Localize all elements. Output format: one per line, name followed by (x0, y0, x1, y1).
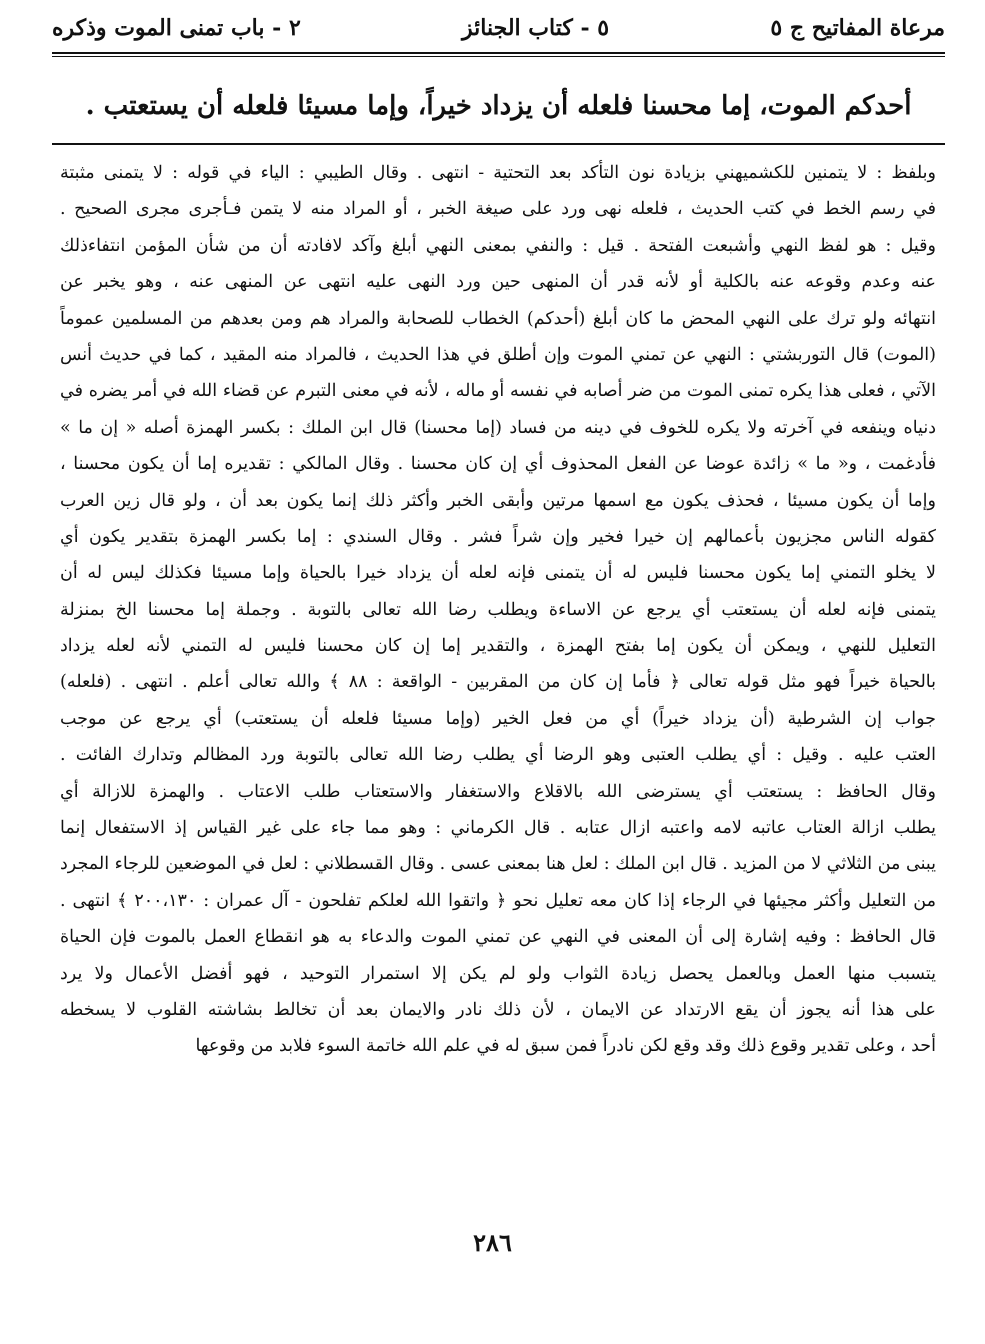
header-section: ٢ - باب تمنى الموت وذكره (52, 15, 301, 41)
text-line: كقوله الناس مجزيون بأعمالهم إن خيرا فخير وإن شراً فشر . وقال السندي : إما بكسر الهمزة بتقدير يكون أي (60, 526, 936, 547)
text-line: بالحياة خيراً فهو مثل قوله تعالى ﴿ فأما إن كان من المقربين - الواقعة : ٨٨ ﴾ والله تعالى أعلم . انتهى . (فلعله) (60, 672, 936, 693)
text-line: أحد ، وعلى تقدير وقوع ذلك وقد وقع لكن نادراً فمن سبق له في علم الله خاتمة السوء فلابد من وقوعها (195, 1036, 936, 1057)
text-line: دنياه وينفعه في آخرته ولا يكره للخوف في دينه من فساد (إما محسنا) قال ابن الملك : بكسر الهمزة أصله « إن ما » (60, 417, 936, 438)
text-line: يطلب ازالة العتاب عاتبه لامه واعتبه ازال عتابه . قال الكرماني : وهو مما جاء على غير القياس إذ الاستفعال إنما (60, 818, 936, 839)
text-line: فأدغمت ، و« ما » زائدة عوضا عن الفعل المحذوف أي إن كان محسنا . وقال المالكي : تقديره إما أن يكون محسنا ، (60, 454, 936, 475)
text-line: وقال الحافظ : يستعتب أي يسترضى الله بالاقلاع والاستغفار والاستعتاب طلب الاعتاب . والهمزة للازالة أي (60, 781, 936, 802)
text-line: يبنى من الثلاثي لا من المزيد . قال ابن الملك : لعل هنا بمعنى عسى . وقال القسطلاني : لعل في الموضعين للرجاء المجرد (60, 854, 936, 875)
text-line: (الموت) قال التوربشتي : النهي عن تمني الموت وإن أطلق في هذا الحديث ، فالمراد منه المقيد ، كما في حديث أنس (60, 344, 936, 365)
text-line: قال الحافظ : وفيه إشارة إلى أن المعنى في النهي عن تمني الموت والدعاء به هو انقطاع العمل بالموت فإن الحياة (60, 927, 936, 948)
header-book-volume: مرعاة المفاتيح ج ٥ (770, 15, 945, 41)
text-line: وقيل : هو لفظ النهي وأشبعت الفتحة . قيل : والنفي بمعنى النهي أبلغ وآكد لافادته أن من شأن المؤمن انتفاءذلك (60, 235, 936, 256)
text-line: التعليل للنهي ، ويمكن أن يكون إما بفتح الهمزة ، والتقدير إما إن كان محسنا فليس له التمني لأنه لعله يزداد (60, 636, 936, 657)
text-line: في رسم الخط في كتب الحديث ، فلعله نهى ورد على صيغة الخبر ، أو المراد منه لا يتمن فـأجرى مجرى الصحيح . (60, 199, 936, 220)
text-line: يتمنى فإنه لعله أن يستعتب أي يرجع عن الاساءة ويطلب رضا الله تعالى بالتوبة . وجملة إما محسنا الخ بمنزلة (60, 599, 936, 620)
commentary-text (60, 155, 936, 1065)
header-rule-thin (52, 56, 945, 57)
text-line: يتسبب منها العمل وبالعمل يحصل زيادة الثواب ولو لم يكن إلا استمرار التوحيد ، فهو أفضل الأعمال ولا يرد (60, 963, 936, 984)
text-line: من التعليل وأكثر مجيئها في الرجاء إذا كان معه تعليل نحو ﴿ واتقوا الله لعلكم تفلحون - آل عمران : ٢٠٠،١٣٠ ﴾ انتهى . (60, 890, 936, 911)
text-line: لا يخلو التمني إما يكون محسنا فليس له أن يتمنى فإنه لعله أن يزداد خيرا بالحياة وإما مسيئا فكذلك ليس له أن (60, 563, 936, 584)
hadith-text: أحدكم الموت، إما محسنا فلعله أن يزداد خيراً، وإما مسيئا فلعله أن يستعتب . (85, 91, 912, 121)
page-number: ٢٨٦ (473, 1228, 512, 1257)
text-line: وبلفظ : لا يتمنين للكشميهني بزيادة نون التأكد بعد التحتية - انتهى . وقال الطيبي : الياء في قوله : لا يتمنى مثبتة (60, 163, 936, 183)
text-line: عنه وعدم وقوعه عنه بالكلية أو لأنه قدر أن المنهى حين ورد النهى عليه انتهى عن المنهى عنه ، وهو يخبر عن (60, 272, 936, 293)
header-chapter: ٥ - كتاب الجنائز (462, 15, 610, 41)
header-rule-thick (52, 52, 945, 54)
text-line: الآتي ، فعلى هذا يكره تمنى الموت من ضر أصابه في نفسه أو ماله ، لأنه في معنى التبرم عن قضاء الله في أمر يضره في (60, 381, 936, 402)
text-line: على هذا أنه يجوز أن يقع الارتداد عن الايمان ، لأن ذلك نادر والايمان بعد أن تخالط بشاشته القلوب لا يسخطه (60, 999, 936, 1020)
running-head (52, 8, 945, 48)
text-line: جواب إن الشرطية (أن يزداد خيراً) أي من فعل الخير (وإما مسيئا فلعله أن يستعتب) أي يرجع عن موجب (60, 708, 936, 729)
text-line: وإما أن يكون مسيئا ، فحذف يكون مع اسمها مرتين وأبقى الخبر وأكثر ذلك إنما يكون بعد أن ، ولو قال زين العرب (60, 490, 936, 511)
text-line: العتب عليه . وقيل : أي يطلب العتبى وهو الرضا أي يطلب رضا الله تعالى بالتوبة ورد المظالم وتدارك الفائت . (60, 745, 936, 766)
text-line: انتهائه ولو ترك على النهي المحض ما كان أبلغ (أحدكم) الخطاب للصحابة والمراد هم ومن بعدهم من المسلمين عموماً (60, 308, 936, 329)
section-divider (52, 143, 945, 145)
